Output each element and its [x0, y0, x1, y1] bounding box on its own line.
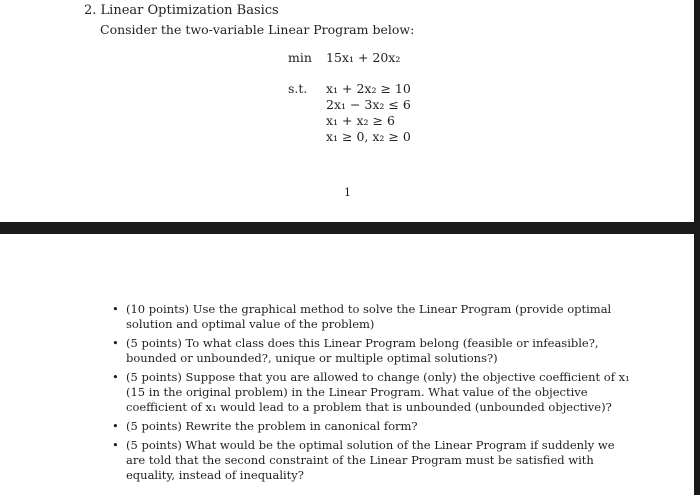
question-item	[112, 302, 632, 332]
page-number: 1	[344, 186, 351, 199]
question-text: (5 points) Suppose that you are allowed to change (only) the objective coefficient of x₁ (15 in the original problem) in the Linear Program. What value of the objective coefficient of x₁ would lead to a problem that is unbounded (unbounded objective)?	[126, 370, 630, 414]
st-label: s.t.	[288, 81, 308, 96]
question-text: (5 points) To what class does this Linear Program belong (feasible or infeasible?, bounded or unbounded?, unique or multiple optimal solutions?)	[126, 336, 599, 365]
question-item	[112, 370, 632, 415]
bullet-icon: •	[112, 370, 119, 384]
objective: 15x₁ + 20x₂	[326, 50, 401, 65]
page-two	[0, 234, 700, 495]
question-text: (10 points) Use the graphical method to solve the Linear Program (provide optimal solution and optimal value of the problem)	[126, 302, 612, 331]
bullet-icon: •	[112, 302, 119, 316]
question-list	[112, 302, 632, 487]
bullet-icon: •	[112, 438, 119, 452]
bullet-icon: •	[112, 419, 119, 433]
question-text: (5 points) What would be the optimal solution of the Linear Program if suddenly we are told that the second constraint of the Linear Program must be satisfied with equality, instead of inequality?	[126, 438, 615, 482]
constraint-3: x₁ + x₂ ≥ 6	[326, 113, 395, 128]
page-one	[0, 0, 700, 222]
constraint-2: 2x₁ − 3x₂ ≤ 6	[326, 97, 411, 112]
nonnegativity-constraint: x₁ ≥ 0, x₂ ≥ 0	[326, 129, 411, 144]
intro-text: Consider the two-variable Linear Program below:	[100, 22, 415, 37]
section-heading: 2. Linear Optimization Basics	[84, 3, 279, 18]
question-text: (5 points) Rewrite the problem in canonical form?	[126, 419, 418, 433]
min-label: min	[288, 50, 312, 65]
question-item	[112, 438, 632, 483]
question-item	[112, 419, 632, 434]
bullet-icon: •	[112, 336, 119, 350]
constraint-1: x₁ + 2x₂ ≥ 10	[326, 81, 411, 96]
question-item	[112, 336, 632, 366]
